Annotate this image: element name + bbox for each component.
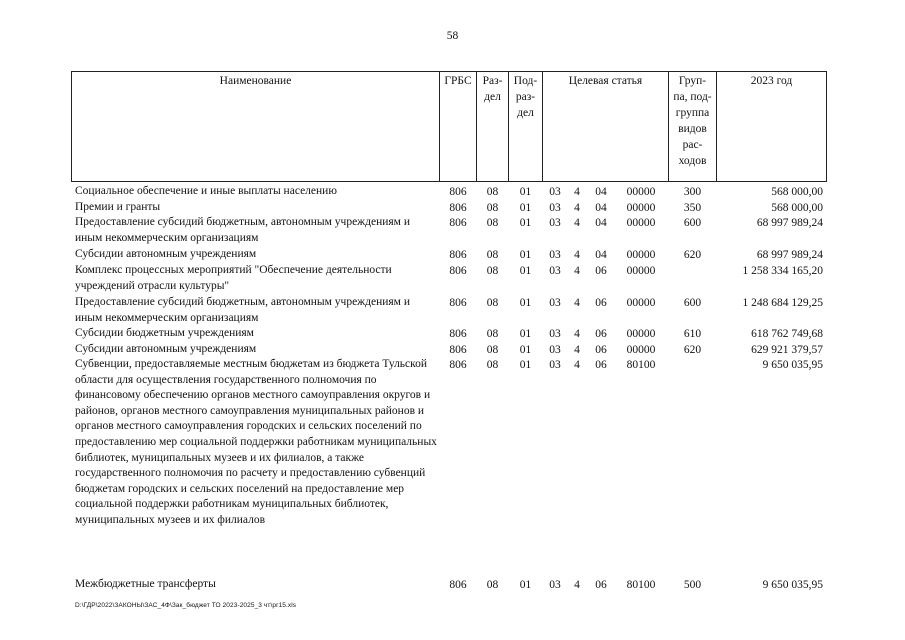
razdel-cell: 08 <box>486 328 499 340</box>
target-direction-cell: 00000 <box>626 249 656 261</box>
podrazdel-cell: 01 <box>519 297 532 309</box>
target-item-cell: 06 <box>595 328 607 340</box>
header-expense-group: Груп- па, под- группа видов рас- ходов <box>673 75 712 167</box>
razdel-cell: 08 <box>486 186 499 198</box>
target-program-cell: 03 <box>549 249 561 261</box>
page-number: 58 <box>446 30 459 42</box>
row-name: Социальное обеспечение и иные выплаты населению <box>75 185 337 197</box>
expense-group-cell: 350 <box>683 202 702 214</box>
amount-cell: 629 921 379,57 <box>751 344 823 356</box>
target-item-cell: 06 <box>595 579 607 591</box>
target-program-cell: 03 <box>549 579 561 591</box>
expense-group-cell: 600 <box>683 217 702 229</box>
row-name: Субсидии автономным учреждениям <box>75 343 257 355</box>
amount-cell: 68 997 989,24 <box>756 217 823 229</box>
razdel-cell: 08 <box>486 359 499 371</box>
expense-group-cell: 500 <box>683 579 702 591</box>
row-name: Межбюджетные трансферты <box>75 578 216 590</box>
target-direction-cell: 80100 <box>626 579 656 591</box>
podrazdel-cell: 01 <box>519 579 532 591</box>
header-name: Наименование <box>219 75 292 87</box>
target-direction-cell: 00000 <box>626 328 656 340</box>
target-item-cell: 06 <box>595 359 607 371</box>
target-type-cell: 4 <box>574 328 580 340</box>
amount-cell: 618 762 749,68 <box>751 328 823 340</box>
grbs-cell: 806 <box>449 249 467 261</box>
target-program-cell: 03 <box>549 359 561 371</box>
target-type-cell: 4 <box>574 202 580 214</box>
row-name: Субсидии бюджетным учреждениям <box>75 327 254 339</box>
target-direction-cell: 00000 <box>626 186 656 198</box>
podrazdel-cell: 01 <box>519 202 532 214</box>
target-type-cell: 4 <box>574 249 580 261</box>
grbs-cell: 806 <box>449 202 467 214</box>
target-item-cell: 06 <box>595 297 607 309</box>
row-name: Субсидии автономным учреждениям <box>75 248 257 260</box>
razdel-cell: 08 <box>486 344 499 356</box>
target-direction-cell: 00000 <box>626 217 656 229</box>
amount-cell: 568 000,00 <box>771 186 823 198</box>
target-type-cell: 4 <box>574 217 580 229</box>
target-program-cell: 03 <box>549 217 561 229</box>
header-top-border <box>71 71 827 72</box>
header-target-article: Целевая статья <box>568 75 643 87</box>
podrazdel-cell: 01 <box>519 265 532 277</box>
target-type-cell: 4 <box>574 265 580 277</box>
expense-group-cell: 600 <box>683 297 702 309</box>
target-program-cell: 03 <box>549 186 561 198</box>
file-path-footer: D:\ГДР\2022\ЗАКОНЫ\ЗАС_4Ф\Зак_бюджет ТО 2023-2025_3 чт\рг15.xls <box>75 602 297 609</box>
amount-cell: 68 997 989,24 <box>756 249 823 261</box>
razdel-cell: 08 <box>486 297 499 309</box>
target-type-cell: 4 <box>574 359 580 371</box>
target-type-cell: 4 <box>574 344 580 356</box>
amount-cell: 568 000,00 <box>771 202 823 214</box>
grbs-cell: 806 <box>449 217 467 229</box>
target-item-cell: 04 <box>595 202 607 214</box>
grbs-cell: 806 <box>449 265 467 277</box>
target-type-cell: 4 <box>574 579 580 591</box>
amount-cell: 1 258 334 165,20 <box>742 265 823 277</box>
row-name: Субвенции, предоставляемые местным бюджетам из бюджета Тульской области для осуществления государственного полномочия по финансовому обеспечению органов местного самоуправления округов и районов, органов местного самоуправления муниципальных районов и органов местного самоуправления городских и сельских поселений по предоставлению мер социальной поддержки работникам муниципальных библиотек, муниципальных музеев и их филиалов, а также государственного полномочия по расчету и предоставлению субвенций бюджетам городских и сельских поселений на предоставление мер социальной поддержки работникам муниципальных библиотек, муниципальных музеев и их филиалов <box>75 358 437 526</box>
target-direction-cell: 80100 <box>626 359 656 371</box>
expense-group-cell: 620 <box>683 249 702 261</box>
expense-group-cell: 300 <box>683 186 702 198</box>
header-border <box>826 71 827 181</box>
podrazdel-cell: 01 <box>519 217 532 229</box>
target-direction-cell: 00000 <box>626 344 656 356</box>
podrazdel-cell: 01 <box>519 186 532 198</box>
amount-cell: 1 248 684 129,25 <box>742 297 823 309</box>
row-name: Комплекс процессных мероприятий "Обеспечение деятельности учреждений отрасли культуры" <box>75 264 392 292</box>
target-type-cell: 4 <box>574 297 580 309</box>
amount-cell: 9 650 035,95 <box>762 359 823 371</box>
target-program-cell: 03 <box>549 344 561 356</box>
target-item-cell: 06 <box>595 344 607 356</box>
target-type-cell: 4 <box>574 186 580 198</box>
header-year: 2023 год <box>750 75 793 87</box>
podrazdel-cell: 01 <box>519 249 532 261</box>
amount-cell: 9 650 035,95 <box>762 579 823 591</box>
target-item-cell: 04 <box>595 217 607 229</box>
grbs-cell: 806 <box>449 579 467 591</box>
grbs-cell: 806 <box>449 328 467 340</box>
header-podrazdel: Под- раз- дел <box>513 75 538 119</box>
grbs-cell: 806 <box>449 344 467 356</box>
target-program-cell: 03 <box>549 202 561 214</box>
razdel-cell: 08 <box>486 202 499 214</box>
row-name: Предоставление субсидий бюджетным, автономным учреждениям и иным некоммерческим организациям <box>75 296 410 324</box>
podrazdel-cell: 01 <box>519 359 532 371</box>
target-item-cell: 04 <box>595 249 607 261</box>
podrazdel-cell: 01 <box>519 328 532 340</box>
podrazdel-cell: 01 <box>519 344 532 356</box>
target-program-cell: 03 <box>549 297 561 309</box>
row-name: Предоставление субсидий бюджетным, автономным учреждениям и иным некоммерческим организациям <box>75 216 410 244</box>
expense-group-cell: 610 <box>683 328 702 340</box>
grbs-cell: 806 <box>449 359 467 371</box>
target-direction-cell: 00000 <box>626 297 656 309</box>
target-program-cell: 03 <box>549 265 561 277</box>
grbs-cell: 806 <box>449 186 467 198</box>
razdel-cell: 08 <box>486 217 499 229</box>
header-bottom-border <box>71 181 827 182</box>
row-name: Премии и гранты <box>75 201 161 213</box>
expense-group-cell: 620 <box>683 344 702 356</box>
target-program-cell: 03 <box>549 328 561 340</box>
razdel-cell: 08 <box>486 579 499 591</box>
target-direction-cell: 00000 <box>626 265 656 277</box>
razdel-cell: 08 <box>486 249 499 261</box>
target-item-cell: 04 <box>595 186 607 198</box>
target-direction-cell: 00000 <box>626 202 656 214</box>
header-grbs: ГРБС <box>444 75 472 87</box>
grbs-cell: 806 <box>449 297 467 309</box>
target-item-cell: 06 <box>595 265 607 277</box>
razdel-cell: 08 <box>486 265 499 277</box>
header-razdel: Раз- дел <box>482 75 503 103</box>
